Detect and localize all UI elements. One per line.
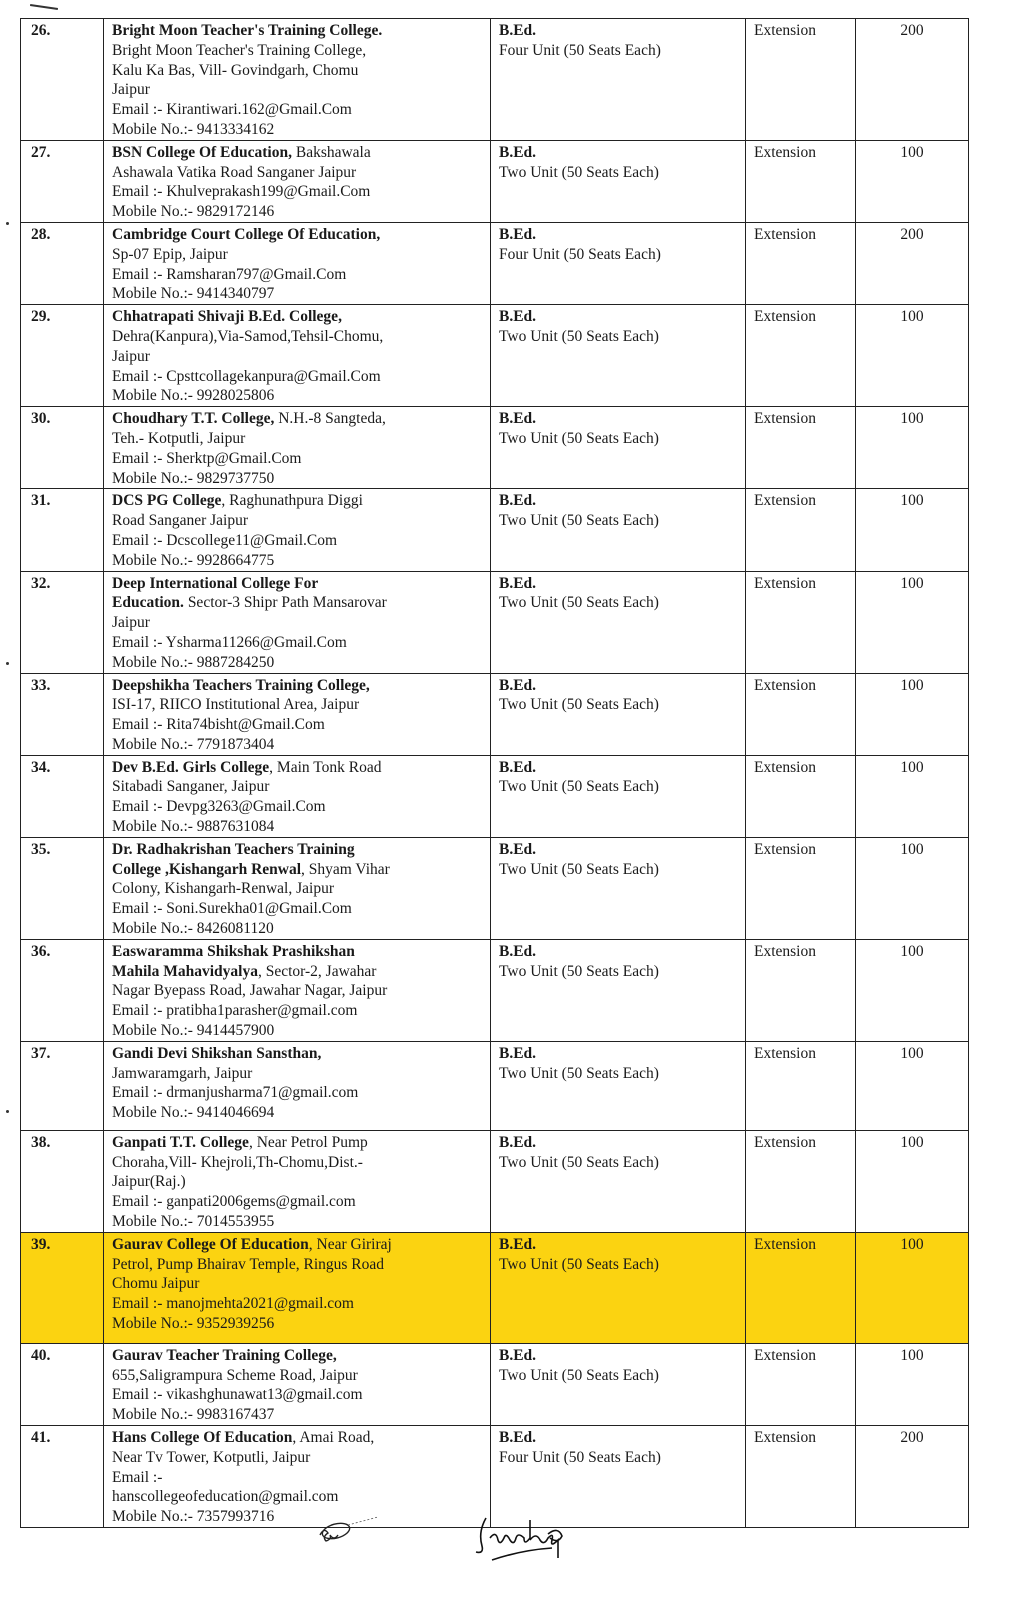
email: Email :- drmanjusharma71@gmail.com [112, 1084, 359, 1102]
table-row [21, 1041, 969, 1130]
serial-number: 32. [21, 571, 104, 673]
scan-dot [6, 662, 9, 665]
course-units: Four Unit (50 Seats Each) [499, 1448, 661, 1466]
college-name: Easwaramma Shikshak Prashikshan [112, 942, 355, 960]
college-name: Ganpati T.T. College [112, 1133, 249, 1151]
course-details [491, 755, 746, 837]
college-name: BSN College Of Education, [112, 143, 292, 161]
email: Email :- Ysharma11266@Gmail.Com [112, 633, 347, 651]
course-name: B.Ed. [499, 492, 537, 510]
course-name: B.Ed. [499, 225, 537, 243]
college-name: Deep International College For [112, 574, 319, 592]
college-name-line [112, 676, 482, 696]
course-details [491, 1130, 746, 1232]
email: Email :- manojmehta2021@gmail.com [112, 1295, 354, 1313]
colleges-table [20, 18, 969, 1528]
address-line: Sp-07 Epip, Jaipur [112, 245, 228, 263]
seat-count: 100 [856, 489, 969, 571]
mobile-number: Mobile No.:- 9413334162 [112, 120, 275, 138]
mobile-number: Mobile No.:- 9414457900 [112, 1022, 275, 1040]
table-row [21, 1343, 969, 1425]
table-row-highlighted [21, 1232, 969, 1343]
seat-count: 200 [856, 1426, 969, 1528]
course-name: B.Ed. [499, 942, 537, 960]
application-type: Extension [746, 1343, 856, 1425]
serial-number: 29. [21, 305, 104, 407]
mobile-number: Mobile No.:- 9829737750 [112, 469, 275, 487]
college-name: Hans College Of Education [112, 1429, 293, 1447]
college-details [104, 1130, 491, 1232]
course-name: B.Ed. [499, 410, 537, 428]
mobile-number: Mobile No.:- 8426081120 [112, 920, 274, 938]
address-line: Colony, Kishangarh-Renwal, Jaipur [112, 880, 334, 898]
course-units: Two Unit (50 Seats Each) [499, 860, 659, 878]
application-type: Extension [746, 837, 856, 939]
college-details [104, 222, 491, 304]
course-details [491, 571, 746, 673]
address-inline: , Sector-2, Jawahar [257, 962, 377, 980]
scan-dot [6, 1110, 9, 1113]
email: Email :- Ramsharan797@Gmail.Com [112, 265, 347, 283]
email: Email :- Kirantiwari.162@Gmail.Com [112, 101, 352, 119]
course-units: Two Unit (50 Seats Each) [499, 594, 659, 612]
course-details [491, 837, 746, 939]
college-details [104, 755, 491, 837]
college-details [104, 19, 491, 141]
address-line: Near Tv Tower, Kotputli, Jaipur [112, 1448, 311, 1466]
college-name: Dr. Radhakrishan Teachers Training [112, 840, 355, 858]
college-details [104, 140, 491, 222]
email: Email :- pratibha1parasher@gmail.com [112, 1002, 358, 1020]
address-line: 655,Saligrampura Scheme Road, Jaipur [112, 1366, 358, 1384]
address-line: Ashawala Vatika Road Sanganer Jaipur [112, 163, 357, 181]
college-name-line [112, 307, 482, 327]
college-name-cont: College ,Kishangarh Renwal [112, 860, 302, 878]
course-units: Two Unit (50 Seats Each) [499, 962, 659, 980]
course-name: B.Ed. [499, 1346, 537, 1364]
college-name-cont: Mahila Mahavidyalya [112, 962, 258, 980]
table-row [21, 407, 969, 489]
course-name: B.Ed. [499, 1133, 537, 1151]
course-details [491, 140, 746, 222]
course-units: Two Unit (50 Seats Each) [499, 327, 659, 345]
serial-number: 41. [21, 1426, 104, 1528]
college-name-line [112, 1044, 482, 1064]
table-row [21, 755, 969, 837]
course-units: Two Unit (50 Seats Each) [499, 429, 659, 447]
college-name: Dev B.Ed. Girls College [112, 758, 270, 776]
address-line: Nagar Byepass Road, Jawahar Nagar, Jaipur [112, 982, 388, 1000]
table-row [21, 489, 969, 571]
email: Email :- vikashghunawat13@gmail.com [112, 1386, 363, 1404]
table-row [21, 305, 969, 407]
address-inline: , Near Petrol Pump [248, 1133, 368, 1151]
application-type: Extension [746, 140, 856, 222]
college-details [104, 571, 491, 673]
college-details [104, 305, 491, 407]
course-name: B.Ed. [499, 574, 537, 592]
college-name: Deepshikha Teachers Training College, [112, 676, 370, 694]
course-units: Two Unit (50 Seats Each) [499, 1153, 659, 1171]
college-name: Cambridge Court College Of Education, [112, 225, 381, 243]
college-name-line [112, 1428, 482, 1448]
college-name-line [112, 758, 482, 778]
seat-count: 100 [856, 939, 969, 1041]
seat-count: 100 [856, 1232, 969, 1343]
address-line: Bright Moon Teacher's Training College, [112, 41, 367, 59]
application-type: Extension [746, 489, 856, 571]
serial-number: 27. [21, 140, 104, 222]
address-inline: N.H.-8 Sangteda, [274, 410, 386, 428]
college-details [104, 489, 491, 571]
email: Email :- Cpsttcollagekanpura@Gmail.Com [112, 367, 381, 385]
course-units: Two Unit (50 Seats Each) [499, 1366, 659, 1384]
table-row [21, 939, 969, 1041]
address-line: Dehra(Kanpura),Via-Samod,Tehsil-Chomu, [112, 327, 384, 345]
mobile-number: Mobile No.:- 9983167437 [112, 1406, 275, 1424]
seat-count: 100 [856, 1041, 969, 1130]
college-name: Bright Moon Teacher's Training College. [112, 22, 383, 39]
email: Email :- Devpg3263@Gmail.Com [112, 798, 326, 816]
course-units: Four Unit (50 Seats Each) [499, 41, 661, 59]
mobile-number: Mobile No.:- 9414046694 [112, 1104, 275, 1122]
college-name-line [112, 1346, 482, 1366]
table-row [21, 1130, 969, 1232]
course-name: B.Ed. [499, 143, 537, 161]
application-type: Extension [746, 1232, 856, 1343]
college-name-line [112, 962, 482, 982]
address-line: Jaipur [112, 614, 150, 632]
application-type: Extension [746, 1426, 856, 1528]
address-line: Kalu Ka Bas, Vill- Govindgarh, Chomu [112, 61, 359, 79]
college-name-line [112, 860, 482, 880]
address-inline: Bakshawala [291, 143, 371, 161]
course-name: B.Ed. [499, 308, 537, 326]
address-line: Choraha,Vill- Khejroli,Th-Chomu,Dist.- [112, 1153, 363, 1171]
course-name: B.Ed. [499, 1044, 537, 1062]
address-line: Road Sanganer Jaipur [112, 512, 249, 530]
serial-number: 26. [21, 19, 104, 141]
address-inline: , Main Tonk Road [269, 758, 382, 776]
email: Email :- Soni.Surekha01@Gmail.Com [112, 900, 352, 918]
seat-count: 200 [856, 222, 969, 304]
college-name-line [112, 574, 482, 594]
seat-count: 100 [856, 140, 969, 222]
seat-count: 200 [856, 19, 969, 141]
seat-count: 100 [856, 755, 969, 837]
table-row [21, 222, 969, 304]
course-details [491, 1232, 746, 1343]
scan-mark [30, 4, 58, 10]
course-units: Four Unit (50 Seats Each) [499, 245, 661, 263]
course-details [491, 939, 746, 1041]
address-line: ISI-17, RIICO Institutional Area, Jaipur [112, 696, 360, 714]
table-row [21, 140, 969, 222]
college-details [104, 837, 491, 939]
email: Email :- Sherktp@Gmail.Com [112, 449, 302, 467]
course-details [491, 407, 746, 489]
email: Email :- ganpati2006gems@gmail.com [112, 1193, 356, 1211]
application-type: Extension [746, 222, 856, 304]
course-details [491, 222, 746, 304]
mobile-number: Mobile No.:- 7357993716 [112, 1508, 275, 1526]
application-type: Extension [746, 407, 856, 489]
application-type: Extension [746, 305, 856, 407]
application-type: Extension [746, 19, 856, 141]
seat-count: 100 [856, 837, 969, 939]
address-inline: , Raghunathpura Diggi [221, 492, 363, 510]
college-name-line [112, 1235, 482, 1255]
table-row [21, 837, 969, 939]
serial-number: 36. [21, 939, 104, 1041]
course-units: Two Unit (50 Seats Each) [499, 1255, 659, 1273]
college-name-line [112, 840, 482, 860]
serial-number: 40. [21, 1343, 104, 1425]
course-details [491, 19, 746, 141]
college-details [104, 1426, 491, 1528]
seat-count: 100 [856, 1343, 969, 1425]
mobile-number: Mobile No.:- 9928025806 [112, 387, 275, 405]
college-name: Gaurav College Of Education [112, 1235, 309, 1253]
college-details [104, 673, 491, 755]
seat-count: 100 [856, 673, 969, 755]
mobile-number: Mobile No.:- 7791873404 [112, 735, 275, 753]
application-type: Extension [746, 571, 856, 673]
college-name: Chhatrapati Shivaji B.Ed. College, [112, 308, 342, 326]
course-name: B.Ed. [499, 840, 537, 858]
course-name: B.Ed. [499, 758, 537, 776]
serial-number: 34. [21, 755, 104, 837]
college-name: DCS PG College [112, 492, 222, 510]
course-details [491, 1343, 746, 1425]
course-units: Two Unit (50 Seats Each) [499, 163, 659, 181]
scan-dot [6, 222, 9, 225]
college-name-line [112, 143, 482, 163]
college-name: Gandi Devi Shikshan Sansthan, [112, 1044, 322, 1062]
email: Email :- Khulveprakash199@Gmail.Com [112, 183, 371, 201]
college-name-line [112, 491, 482, 511]
seat-count: 100 [856, 407, 969, 489]
email: hanscollegeofeducation@gmail.com [112, 1488, 339, 1506]
address-inline: Sector-3 Shipr Path Mansarovar [183, 594, 387, 612]
address-inline: , Amai Road, [292, 1429, 375, 1447]
serial-number: 28. [21, 222, 104, 304]
course-details [491, 489, 746, 571]
serial-number: 39. [21, 1232, 104, 1343]
course-details [491, 1041, 746, 1130]
seat-count: 100 [856, 305, 969, 407]
email: Email :- Rita74bisht@Gmail.Com [112, 716, 325, 734]
address-line: Email :- [112, 1468, 163, 1486]
seat-count: 100 [856, 1130, 969, 1232]
address-inline: , Near Giriraj [308, 1235, 392, 1253]
mobile-number: Mobile No.:- 9414340797 [112, 285, 275, 303]
college-details [104, 407, 491, 489]
course-name: B.Ed. [499, 676, 537, 694]
college-name: Gaurav Teacher Training College, [112, 1346, 337, 1364]
application-type: Extension [746, 673, 856, 755]
mobile-number: Mobile No.:- 7014553955 [112, 1213, 275, 1231]
course-units: Two Unit (50 Seats Each) [499, 778, 659, 796]
address-line: Teh.- Kotputli, Jaipur [112, 429, 246, 447]
serial-number: 33. [21, 673, 104, 755]
table-row [21, 19, 969, 141]
email: Email :- Dcscollege11@Gmail.Com [112, 531, 338, 549]
address-inline: , Shyam Vihar [301, 860, 390, 878]
seat-count: 100 [856, 571, 969, 673]
address-line: Sitabadi Sanganer, Jaipur [112, 778, 270, 796]
serial-number: 38. [21, 1130, 104, 1232]
address-line: Petrol, Pump Bhairav Temple, Ringus Road [112, 1255, 385, 1273]
address-line: Chomu Jaipur [112, 1275, 200, 1293]
address-line: Jaipur [112, 347, 150, 365]
college-details [104, 1232, 491, 1343]
serial-number: 30. [21, 407, 104, 489]
college-name-cont: Education. [112, 594, 184, 612]
mobile-number: Mobile No.:- 9352939256 [112, 1315, 275, 1333]
course-units: Two Unit (50 Seats Each) [499, 696, 659, 714]
course-units: Two Unit (50 Seats Each) [499, 512, 659, 530]
course-units: Two Unit (50 Seats Each) [499, 1064, 659, 1082]
college-name-line [112, 409, 482, 429]
mobile-number: Mobile No.:- 9887631084 [112, 818, 275, 836]
serial-number: 35. [21, 837, 104, 939]
name-signature [472, 1512, 592, 1564]
college-details [104, 1041, 491, 1130]
mobile-number: Mobile No.:- 9928664775 [112, 551, 275, 569]
application-type: Extension [746, 1041, 856, 1130]
table-row [21, 571, 969, 673]
table-row [21, 673, 969, 755]
serial-number: 31. [21, 489, 104, 571]
serial-number: 37. [21, 1041, 104, 1130]
course-name: B.Ed. [499, 22, 537, 39]
course-details [491, 673, 746, 755]
application-type: Extension [746, 755, 856, 837]
college-name-line [112, 942, 482, 962]
college-details [104, 1343, 491, 1425]
mobile-number: Mobile No.:- 9887284250 [112, 653, 275, 671]
initials-signature [312, 1515, 382, 1551]
course-name: B.Ed. [499, 1235, 537, 1253]
college-name: Choudhary T.T. College, [112, 410, 275, 428]
college-name-line [112, 593, 482, 613]
college-name-line [112, 1133, 482, 1153]
address-line: Jamwaramgarh, Jaipur [112, 1064, 253, 1082]
course-details [491, 305, 746, 407]
application-type: Extension [746, 939, 856, 1041]
mobile-number: Mobile No.:- 9829172146 [112, 203, 275, 221]
college-details [104, 939, 491, 1041]
application-type: Extension [746, 1130, 856, 1232]
address-line: Jaipur(Raj.) [112, 1173, 186, 1191]
college-name-line [112, 21, 482, 41]
address-line: Jaipur [112, 81, 150, 99]
course-name: B.Ed. [499, 1429, 537, 1447]
college-name-line [112, 225, 482, 245]
